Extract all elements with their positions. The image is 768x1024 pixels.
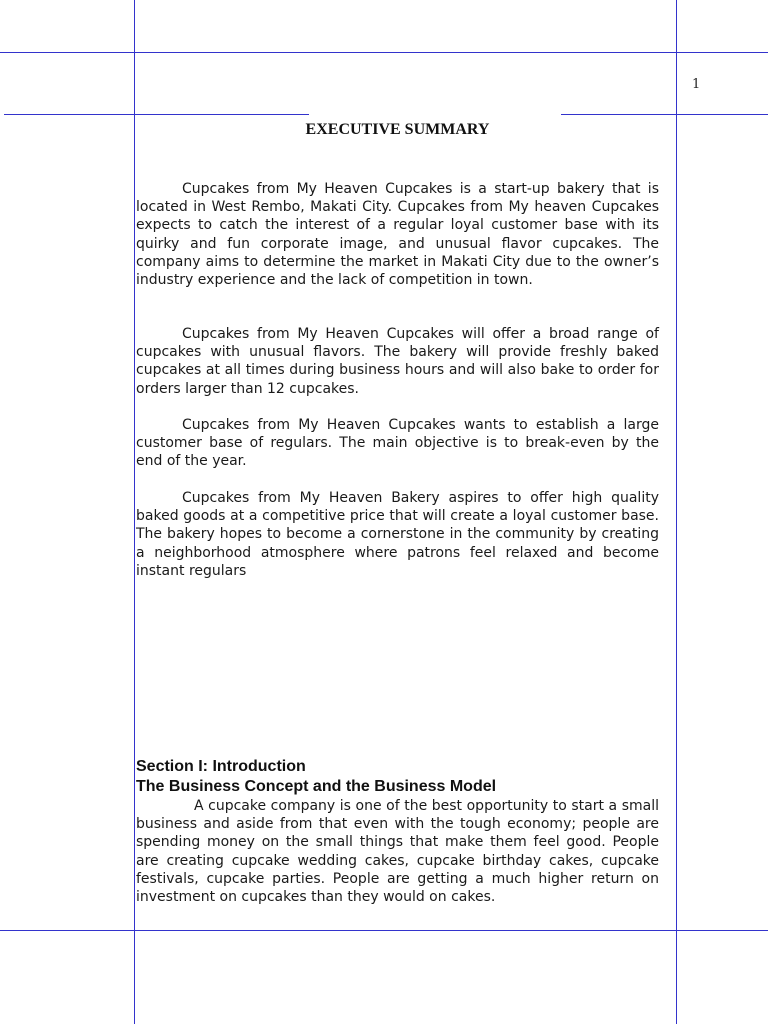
- page-number: 1: [692, 77, 701, 92]
- subsection-heading: The Business Concept and the Business Model: [136, 778, 497, 795]
- summary-paragraph-1-text: Cupcakes from My Heaven Cupcakes is a start-up bakery that is located in West Rembo, Makati City. Cupcakes from My heaven Cupcakes expects to catch the interest of a regular loyal customer base with its quirky and fun corporate image, and unusual flavor cupcakes. The company aims to determine the market in Makati City due to the owner’s industry experience and the lack of competition in town.: [136, 181, 659, 289]
- guide-line-vertical-left: [134, 0, 135, 1024]
- summary-paragraph-2: [136, 325, 659, 398]
- summary-paragraph-3: [136, 416, 659, 471]
- guide-line-vertical-right: [676, 0, 677, 1024]
- introduction-paragraph: [136, 797, 659, 906]
- page-title: EXECUTIVE SUMMARY: [305, 121, 490, 138]
- guide-line-horizontal-top: [0, 52, 768, 53]
- summary-paragraph-4: [136, 489, 659, 580]
- section-introduction: [136, 757, 659, 906]
- introduction-paragraph-text: A cupcake company is one of the best opportunity to start a small business and aside from that even with the tough economy; people are spending money on the small things that make them feel good. People are creating cupcake wedding cakes, cupcake birthday cakes, cupcake festivals, cupcake parties. People are getting a much higher return on investment on cupcakes than they would on cakes.: [136, 798, 659, 906]
- summary-paragraph-2-text: Cupcakes from My Heaven Cupcakes will offer a broad range of cupcakes with unusual flavors. The bakery will provide freshly baked cupcakes at all times during business hours and will also bake to order for orders larger than 12 cupcakes.: [136, 326, 659, 397]
- guide-line-horizontal-header-right: [561, 114, 768, 115]
- guide-line-horizontal-bottom: [0, 930, 768, 931]
- summary-paragraph-4-text: Cupcakes from My Heaven Bakery aspires to offer high quality baked goods at a competitive price that will create a loyal customer base. The bakery hopes to become a cornerstone in the community by creating a neighborhood atmosphere where patrons feel relaxed and become instant regulars: [136, 490, 659, 579]
- summary-paragraph-1: [136, 180, 659, 289]
- guide-line-horizontal-header-left: [4, 114, 309, 115]
- summary-paragraph-3-text: Cupcakes from My Heaven Cupcakes wants to establish a large customer base of regulars. The main objective is to break-even by the end of the year.: [136, 417, 659, 470]
- section-heading: Section I: Introduction: [136, 758, 306, 775]
